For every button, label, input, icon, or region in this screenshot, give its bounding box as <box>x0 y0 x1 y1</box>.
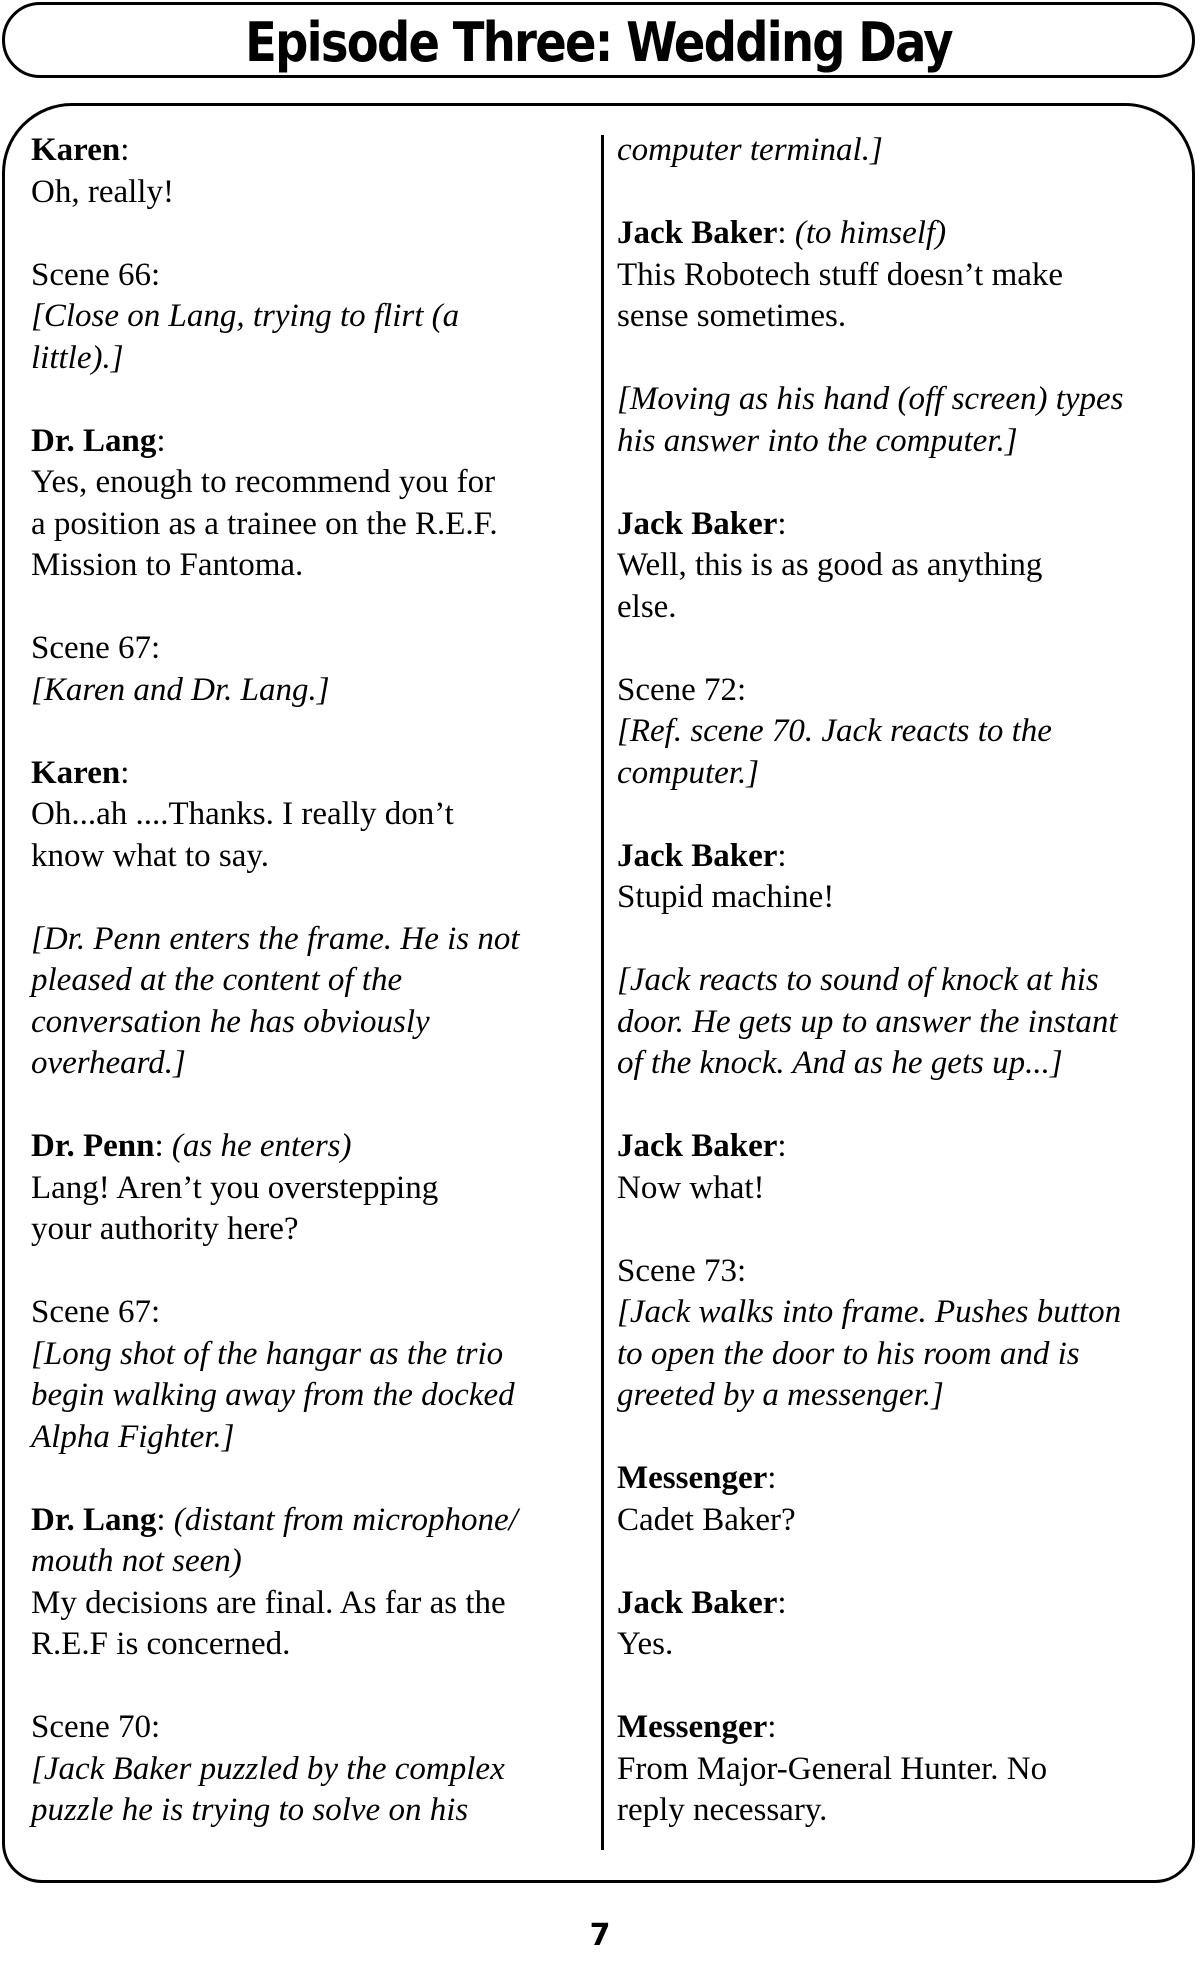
speaker-line <box>617 836 1177 878</box>
dialogue-line: Mission to Fantoma. <box>31 547 304 583</box>
title-banner <box>2 2 1195 78</box>
stage-direction: computer.] <box>617 754 760 791</box>
speaker-separator: : <box>767 1709 777 1745</box>
speaker-name: Messenger <box>617 1709 768 1745</box>
stage-direction: [Karen and Dr. Lang.] <box>31 671 330 708</box>
stage-direction: overheard.] <box>31 1045 186 1081</box>
speaker-separator: : <box>777 837 787 874</box>
scene-block <box>31 1292 591 1458</box>
parenthetical: (to himself) <box>794 215 947 251</box>
stage-direction: pleased at the content of the <box>31 962 403 998</box>
speaker-line <box>617 1707 1177 1749</box>
scene-heading: Scene 67: <box>31 1294 161 1330</box>
speaker-separator: : <box>120 754 130 791</box>
left-column <box>31 130 591 1832</box>
parenthetical-continued: mouth not seen) <box>31 1543 242 1579</box>
speaker-name: Messenger <box>617 1460 768 1496</box>
dialogue-block <box>31 421 591 587</box>
dialogue-line: Now what! <box>617 1169 765 1206</box>
dialogue-block <box>617 504 1177 629</box>
dialogue-line: sense sometimes. <box>617 298 847 334</box>
dialogue-block <box>617 1126 1177 1209</box>
speaker-separator: : <box>777 215 795 251</box>
scene-heading: Scene 67: <box>31 630 161 666</box>
dialogue-line: Stupid machine! <box>617 879 835 915</box>
stage-direction: [Ref. scene 70. Jack reacts to the <box>617 713 1052 749</box>
stage-direction: greeted by a messenger.] <box>617 1377 944 1413</box>
speaker-line <box>31 1126 591 1168</box>
dialogue-line: a position as a trainee on the R.E.F. <box>31 505 498 542</box>
scene-block <box>617 130 1177 172</box>
speaker-name: Karen <box>31 132 121 168</box>
speaker-name: Dr. Lang <box>31 1501 157 1538</box>
scene-block <box>31 255 591 380</box>
dialogue-line: This Robotech stuff doesn’t make <box>617 256 1064 293</box>
speaker-line <box>617 1126 1177 1168</box>
speaker-separator: : <box>777 505 787 542</box>
dialogue-line: Oh...ah ....Thanks. I really don’t <box>31 796 454 832</box>
stage-direction: [Dr. Penn enters the frame. He is not <box>31 920 520 957</box>
speaker-line <box>31 753 591 795</box>
stage-direction: little).] <box>31 339 124 376</box>
speaker-line <box>31 1500 591 1542</box>
scene-heading: Scene 70: <box>31 1709 161 1745</box>
parenthetical: (as he enters) <box>171 1128 352 1164</box>
speaker-separator: : <box>156 422 166 459</box>
dialogue-block <box>617 1583 1177 1666</box>
scene-heading: Scene 73: <box>617 1252 747 1289</box>
dialogue-line: Yes. <box>617 1626 674 1662</box>
right-column <box>617 130 1177 1832</box>
speaker-name: Karen <box>31 754 121 791</box>
stage-direction: [Jack Baker puzzled by the complex <box>31 1750 505 1787</box>
stage-direction: conversation he has obviously <box>31 1003 430 1040</box>
dialogue-line: R.E.F is concerned. <box>31 1626 291 1662</box>
speaker-name: Jack Baker <box>617 505 778 542</box>
speaker-line <box>31 130 591 172</box>
stage-direction: computer terminal.] <box>617 132 883 168</box>
speaker-line <box>617 1583 1177 1625</box>
column-divider <box>601 135 604 1850</box>
stage-direction: of the knock. And as he gets up...] <box>617 1045 1063 1081</box>
dialogue-block <box>31 1500 591 1666</box>
speaker-name: Jack Baker <box>617 1584 778 1621</box>
speaker-line <box>617 213 1177 255</box>
stage-direction: puzzle he is trying to solve on his <box>31 1792 469 1828</box>
scene-block <box>617 960 1177 1085</box>
scene-block <box>31 1707 591 1832</box>
dialogue-line: else. <box>617 588 677 625</box>
scene-block <box>31 628 591 711</box>
dialogue-line: From Major-General Hunter. No <box>617 1750 1048 1787</box>
stage-direction: to open the door to his room and is <box>617 1335 1080 1372</box>
parenthetical: (distant from microphone/ <box>173 1501 518 1538</box>
scene-block <box>617 379 1177 462</box>
speaker-name: Dr. Lang <box>31 422 157 459</box>
speaker-separator: : <box>120 132 130 168</box>
scene-block <box>31 919 591 1085</box>
speaker-name: Jack Baker <box>617 1128 778 1164</box>
dialogue-line: Lang! Aren’t you overstepping <box>31 1169 439 1206</box>
speaker-separator: : <box>777 1128 787 1164</box>
scene-heading: Scene 66: <box>31 256 161 293</box>
speaker-name: Jack Baker <box>617 215 778 251</box>
dialogue-block <box>617 1458 1177 1541</box>
dialogue-line: Oh, really! <box>31 173 174 210</box>
page-number: 7 <box>589 1918 611 1953</box>
scene-block <box>617 670 1177 795</box>
dialogue-line: My decisions are final. As far as the <box>31 1584 506 1621</box>
dialogue-block <box>617 836 1177 919</box>
scene-block <box>617 1251 1177 1417</box>
dialogue-block <box>617 1707 1177 1832</box>
speaker-line <box>617 504 1177 546</box>
speaker-separator: : <box>156 1501 174 1538</box>
dialogue-block <box>617 213 1177 338</box>
speaker-line <box>31 421 591 463</box>
stage-direction: [Jack walks into frame. Pushes button <box>617 1294 1122 1330</box>
stage-direction: [Moving as his hand (off screen) types <box>617 381 1124 417</box>
dialogue-line: know what to say. <box>31 837 269 874</box>
dialogue-line: your authority here? <box>31 1211 299 1247</box>
scene-heading: Scene 72: <box>617 671 747 708</box>
dialogue-line: Cadet Baker? <box>617 1501 796 1538</box>
stage-direction: begin walking away from the docked <box>31 1377 515 1413</box>
episode-title: Episode Three: Wedding Day <box>245 11 952 74</box>
dialogue-block <box>31 753 591 878</box>
dialogue-block <box>31 130 591 213</box>
stage-direction: his answer into the computer.] <box>617 422 1018 459</box>
speaker-name: Jack Baker <box>617 837 778 874</box>
stage-direction: door. He gets up to answer the instant <box>617 1003 1118 1040</box>
stage-direction: [Close on Lang, trying to flirt (a <box>31 298 460 334</box>
dialogue-line: reply necessary. <box>617 1792 828 1828</box>
dialogue-line: Yes, enough to recommend you for <box>31 464 496 500</box>
dialogue-block <box>31 1126 591 1251</box>
stage-direction: Alpha Fighter.] <box>31 1418 235 1455</box>
speaker-separator: : <box>777 1584 787 1621</box>
speaker-line <box>617 1458 1177 1500</box>
speaker-name: Dr. Penn <box>31 1128 155 1164</box>
stage-direction: [Long shot of the hangar as the trio <box>31 1335 504 1372</box>
dialogue-line: Well, this is as good as anything <box>617 547 1043 583</box>
speaker-separator: : <box>767 1460 777 1496</box>
stage-direction: [Jack reacts to sound of knock at his <box>617 962 1099 998</box>
speaker-separator: : <box>154 1128 172 1164</box>
